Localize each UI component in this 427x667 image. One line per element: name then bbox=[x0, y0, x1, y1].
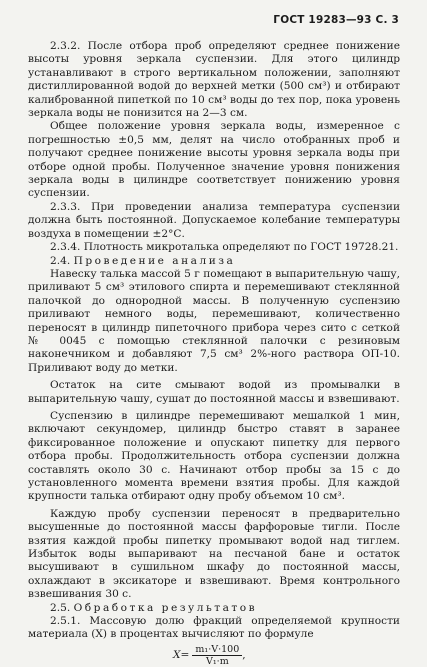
formula-numerator: m₁·V·100 bbox=[192, 644, 242, 656]
section-heading bbox=[28, 602, 400, 615]
paragraph: Суспензию в цилиндре перемешивают мешалкой 1 мин, включают секундомер, цилиндр быстро ставят в заранее фиксированное положение и опускают пипетку для первого отбора пробы. Продолжительность отбора суспензии должна составлять около 30 с. Начинают отбор пробы за 15 с до установленного момента времени взятия пробы. Для каждой крупности талька отбирают одну пробу объемом 10 см³. bbox=[28, 409, 400, 503]
paragraph: Навеску талька массой 5 г помещают в выпарительную чашу, приливают 5 см³ этилового спирта и перемешивают стеклянной палочкой до однородной массы. В полученную суспензию приливают немного воды, перемешивают, количественно переносят в цилиндр пипеточного прибора через сито с сеткой № 0045 с помощью стеклянной палочки с резиновым наконечником и добавляют 7,5 см³ 2%-ного раствора ОП-10. Приливают воду до метки. bbox=[28, 267, 400, 374]
formula-lhs: X= bbox=[173, 648, 190, 661]
page-header: ГОСТ 19283—93 С. 3 bbox=[273, 14, 399, 26]
paragraph: 2.3.2. После отбора проб определяют среднее понижение высоты уровня зеркала суспензии. Для этого цилиндр устанавливают в строго вертикальном положении, заполняют дистиллированной водой до верхней метки (500 см³) и отбирают калиброванной пипеткой по 10 см³ воды до тех пор, пока уровень зеркала воды не понизится на 2—3 см. bbox=[28, 40, 400, 120]
section-heading bbox=[28, 255, 400, 268]
formula-fraction bbox=[192, 644, 242, 667]
paragraph: Остаток на сите смывают водой из промывалки в выпарительную чашу, сушат до постоянной массы и взвешивают. bbox=[28, 379, 400, 405]
section-title: Проведение анализа bbox=[73, 254, 236, 267]
paragraph: Каждую пробу суспензии переносят в предварительно высушенные до постоянной массы фарфоровые тигли. После взятия каждой пробы пипетку промывают водой над тиглем. Избыток воды выпаривают на песчаной бане и остаток высушивают в сушильном шкафу до постоянной массы, охлаждают в эксикаторе и взвешивают. Время контрольного взвешивания 30 с. bbox=[28, 507, 400, 601]
paragraph: 2.3.3. При проведении анализа температура суспензии должна быть постоянной. Допускаемое колебание температуры воздуха в помещении ±2°С. bbox=[28, 200, 400, 240]
formula-tail: , bbox=[242, 648, 246, 661]
paragraph: 2.5.1. Массовую долю фракций определяемой крупности материала (X) в процентах вычисляют по формуле bbox=[28, 615, 400, 641]
section-number: 2.5. bbox=[50, 601, 74, 614]
document-body bbox=[28, 40, 400, 667]
section-title: Обработка результатов bbox=[73, 601, 258, 614]
section-number: 2.4. bbox=[50, 254, 74, 267]
paragraph: Общее положение уровня зеркала воды, измеренное с погрешностью ±0,5 мм, делят на число отобранных проб и получают среднее понижение высоты уровня зеркала воды при отборе одной пробы. Полученное значение уровня понижения зеркала воды в цилиндре соответствует понижению уровня суспензии. bbox=[28, 120, 400, 200]
paragraph: 2.3.4. Плотность микроталька определяют по ГОСТ 19728.21. bbox=[50, 241, 399, 254]
formula bbox=[173, 644, 400, 667]
formula-denominator: V₁·m bbox=[206, 655, 229, 667]
